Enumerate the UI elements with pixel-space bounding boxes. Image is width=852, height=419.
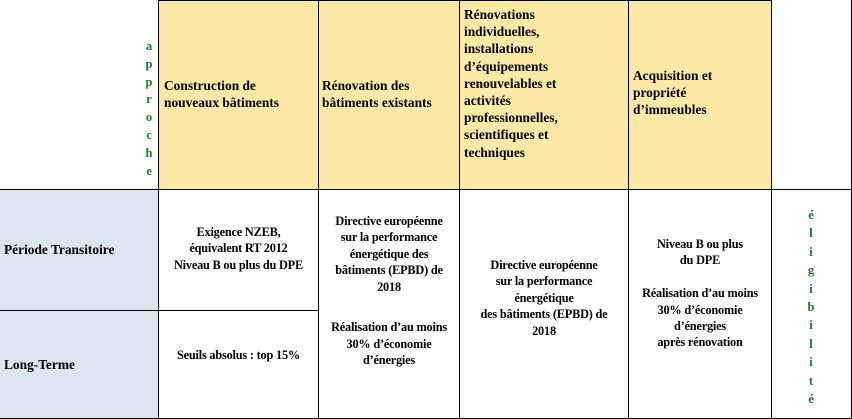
vertical-letter: t xyxy=(808,373,814,388)
cell-acquisition: Niveau B ou plus du DPE Réalisation d’au moins 30% d’économie d’énergies après rénovation xyxy=(642,237,758,350)
vertical-letter: a xyxy=(145,39,153,53)
vertical-letter: o xyxy=(145,110,153,125)
grid-line xyxy=(628,0,629,419)
vertical-letter: e xyxy=(146,163,152,178)
vertical-letter: b xyxy=(807,300,815,315)
vertical-letter: é xyxy=(808,208,814,222)
row-label-transitoire: Période Transitoire xyxy=(4,242,115,257)
cell-construction-longterme: Seuils absolus : top 15% xyxy=(177,348,300,362)
cell-construction-transitoire: Exigence NZEB, équivalent RT 2012 Niveau B ou plus du DPE xyxy=(173,225,303,272)
grid-line xyxy=(771,0,772,419)
vertical-letter: l xyxy=(809,226,813,241)
eligibility-vertical-label xyxy=(803,206,819,408)
vertical-letter: c xyxy=(146,127,152,142)
grid-line xyxy=(459,0,460,419)
vertical-letter: p xyxy=(145,56,153,71)
row-label-longterme: Long-Terme xyxy=(4,357,75,372)
grid-line xyxy=(0,189,852,190)
vertical-letter: p xyxy=(145,74,153,89)
cell-renovation: Directive européenne sur la performance énergétique des bâtiments (EPBD) de 2018 Réalisation d’au moins 30% d’économie d’énergies xyxy=(331,214,447,368)
vertical-letter: i xyxy=(809,244,813,259)
corner-vertical-label xyxy=(141,38,157,180)
column-header-acquisition: Acquisition et propriété d’immeubles xyxy=(633,68,713,118)
vertical-letter: i xyxy=(809,281,813,296)
vertical-letter: l xyxy=(809,336,813,351)
vertical-letter: é xyxy=(808,392,814,407)
vertical-letter: i xyxy=(809,318,813,333)
column-header-individuelles: Rénovations individuelles, installations d’équipements renouvelables et activités professionnelles, scientifiques et techniques xyxy=(464,7,558,160)
cell-individuelles: Directive européenne sur la performance énergétique des bâtiments (EPBD) de 2018 xyxy=(480,258,608,338)
vertical-letter: h xyxy=(145,145,153,160)
vertical-letter: i xyxy=(809,355,813,370)
vertical-letter: g xyxy=(807,263,815,278)
grid-line xyxy=(0,310,318,311)
column-header-renovation: Rénovation des bâtiments existants xyxy=(322,78,432,111)
column-header-construction: Construction de nouveaux bâtiments xyxy=(164,78,279,111)
grid-line xyxy=(158,0,771,1)
vertical-letter: r xyxy=(146,92,152,107)
